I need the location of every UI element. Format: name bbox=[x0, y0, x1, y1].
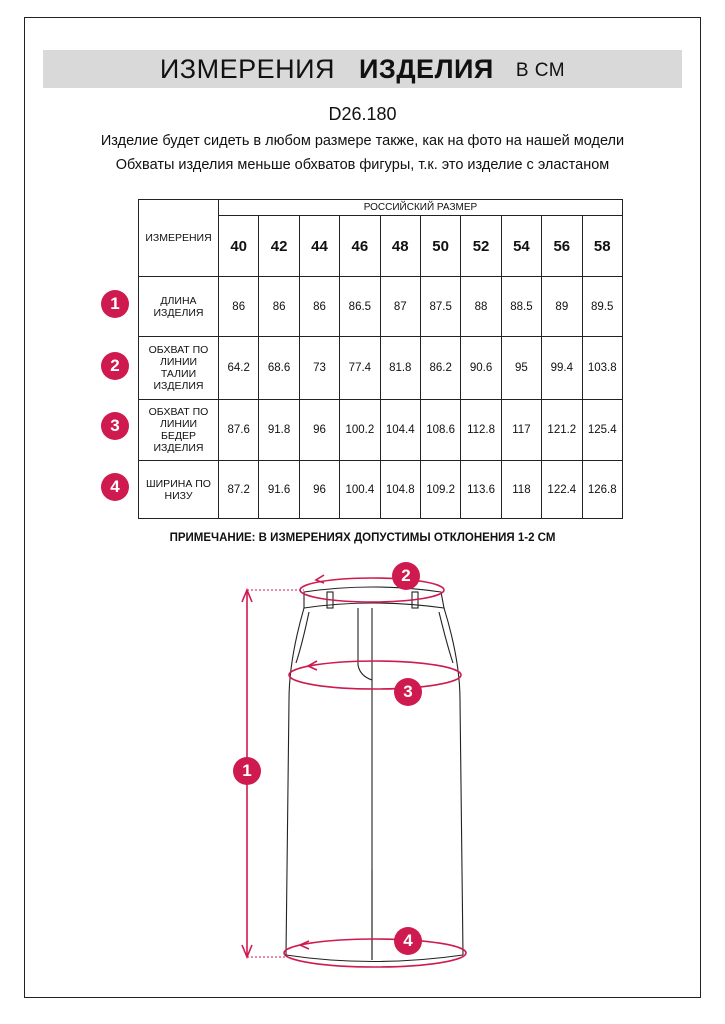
value-cell: 91.8 bbox=[259, 400, 299, 461]
measurements-header: ИЗМЕРЕНИЯ bbox=[139, 200, 219, 277]
row-label-hips: ОБХВАТ ПО ЛИНИИ БЕДЕР ИЗДЕЛИЯ bbox=[139, 400, 219, 461]
value-cell: 109.2 bbox=[420, 461, 460, 519]
diagram-badge-3: 3 bbox=[394, 678, 422, 706]
value-cell: 87.2 bbox=[219, 461, 259, 519]
value-cell: 104.8 bbox=[380, 461, 420, 519]
value-cell: 87.6 bbox=[219, 400, 259, 461]
value-cell: 89 bbox=[542, 277, 582, 337]
value-cell: 126.8 bbox=[582, 461, 622, 519]
size-cell: 54 bbox=[501, 216, 541, 277]
row-badge-4: 4 bbox=[101, 473, 129, 501]
value-cell: 100.4 bbox=[340, 461, 380, 519]
value-cell: 86 bbox=[299, 277, 339, 337]
value-cell: 77.4 bbox=[340, 337, 380, 400]
value-cell: 89.5 bbox=[582, 277, 622, 337]
value-cell: 73 bbox=[299, 337, 339, 400]
size-cell: 42 bbox=[259, 216, 299, 277]
product-code: D26.180 bbox=[328, 104, 397, 124]
size-cell: 40 bbox=[219, 216, 259, 277]
value-cell: 103.8 bbox=[582, 337, 622, 400]
value-cell: 122.4 bbox=[542, 461, 582, 519]
value-cell: 81.8 bbox=[380, 337, 420, 400]
row-label-waist: ОБХВАТ ПО ЛИНИИ ТАЛИИ ИЗДЕЛИЯ bbox=[139, 337, 219, 400]
value-cell: 86 bbox=[259, 277, 299, 337]
size-cell: 56 bbox=[542, 216, 582, 277]
value-cell: 121.2 bbox=[542, 400, 582, 461]
value-cell: 91.6 bbox=[259, 461, 299, 519]
value-cell: 86.2 bbox=[420, 337, 460, 400]
value-cell: 96 bbox=[299, 400, 339, 461]
elastane-note: Обхваты изделия меньше обхватов фигуры, т.к. это изделие с эластаном bbox=[115, 157, 610, 173]
value-cell: 68.6 bbox=[259, 337, 299, 400]
title-light: ИЗМЕРЕНИЯ bbox=[159, 53, 335, 84]
row-badge-3: 3 bbox=[101, 412, 129, 440]
value-cell: 112.8 bbox=[461, 400, 501, 461]
value-cell: 88.5 bbox=[501, 277, 541, 337]
russian-size-header: РОССИЙСКИЙ РАЗМЕР bbox=[219, 200, 623, 216]
value-cell: 64.2 bbox=[219, 337, 259, 400]
row-label-hem-width: ШИРИНА ПО НИЗУ bbox=[139, 461, 219, 519]
fit-note: Изделие будет сидеть в любом размере также, как на фото на нашей модели bbox=[100, 133, 625, 149]
value-cell: 125.4 bbox=[582, 400, 622, 461]
value-cell: 96 bbox=[299, 461, 339, 519]
size-cell: 48 bbox=[380, 216, 420, 277]
skirt-outline bbox=[286, 587, 463, 962]
diagram-badge-1: 1 bbox=[233, 757, 261, 785]
diagram-badge-4: 4 bbox=[394, 927, 422, 955]
value-cell: 90.6 bbox=[461, 337, 501, 400]
value-cell: 117 bbox=[501, 400, 541, 461]
size-cell: 50 bbox=[420, 216, 460, 277]
value-cell: 87 bbox=[380, 277, 420, 337]
value-cell: 108.6 bbox=[420, 400, 460, 461]
size-cell: 46 bbox=[340, 216, 380, 277]
measure-lines bbox=[242, 575, 466, 967]
value-cell: 99.4 bbox=[542, 337, 582, 400]
value-cell: 86.5 bbox=[340, 277, 380, 337]
title-bold: ИЗДЕЛИЯ bbox=[359, 53, 494, 84]
value-cell: 95 bbox=[501, 337, 541, 400]
value-cell: 113.6 bbox=[461, 461, 501, 519]
size-cell: 52 bbox=[461, 216, 501, 277]
size-cell: 44 bbox=[299, 216, 339, 277]
value-cell: 88 bbox=[461, 277, 501, 337]
title-unit: В СМ bbox=[515, 60, 566, 81]
value-cell: 104.4 bbox=[380, 400, 420, 461]
row-label-length: ДЛИНА ИЗДЕЛИЯ bbox=[139, 277, 219, 337]
row-badge-1: 1 bbox=[101, 290, 129, 318]
size-cell: 58 bbox=[582, 216, 622, 277]
value-cell: 87.5 bbox=[420, 277, 460, 337]
row-badge-2: 2 bbox=[101, 352, 129, 380]
tolerance-note: ПРИМЕЧАНИЕ: В ИЗМЕРЕНИЯХ ДОПУСТИМЫ ОТКЛОНЕНИЯ 1-2 СМ bbox=[169, 532, 556, 544]
value-cell: 86 bbox=[219, 277, 259, 337]
value-cell: 100.2 bbox=[340, 400, 380, 461]
value-cell: 118 bbox=[501, 461, 541, 519]
diagram-badge-2: 2 bbox=[392, 562, 420, 590]
